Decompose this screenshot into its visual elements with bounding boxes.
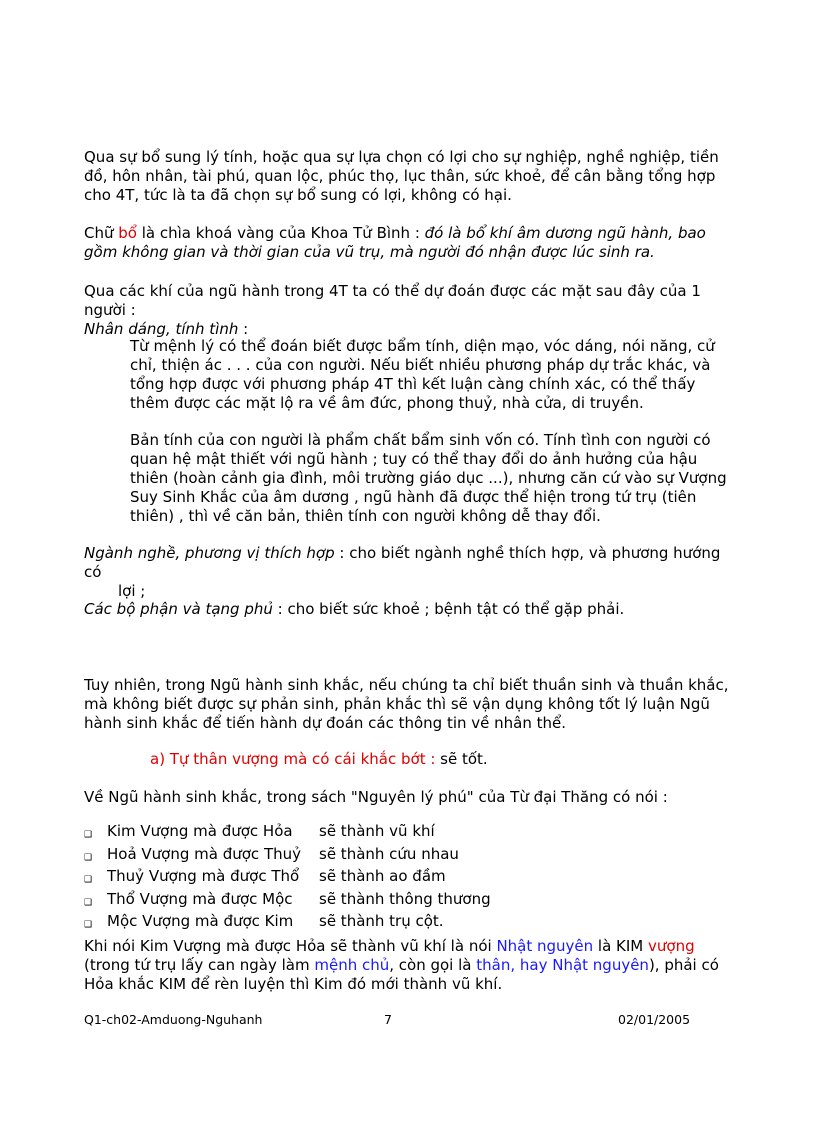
list-item-condition: Mộc Vượng mà được Kim [107, 912, 294, 930]
bullet-icon: ❑ [84, 920, 93, 930]
nhan-dang-colon: : [238, 320, 249, 338]
bo-phan-text: : cho biết sức khoẻ ; bệnh tật có thể gặp phải. [272, 600, 625, 618]
footer-date: 02/01/2005 [618, 1012, 691, 1027]
paragraph-tuy-nhien: Tuy nhiên, trong Ngũ hành sinh khắc, nếu chúng ta chỉ biết thuần sinh và thuần khắc, mà không biết được sự phản sinh, phản khắc thì sẽ vận dụng không tốt lý luận Ngũ hành sinh khắc để tiến hành dự đoán các thông tin về nhân thể. [84, 676, 729, 732]
nhat-nguyen-highlight: Nhật nguyên [496, 937, 594, 955]
bullet-icon: ❑ [84, 897, 93, 908]
list-item-condition: Kim Vượng mà được Hỏa [107, 822, 293, 840]
bullet-icon: ❑ [84, 875, 93, 885]
kim-text-5: ), phải có Hỏa khắc KIM để rèn luyện thì Kim đó mới thành vũ khí. [84, 956, 719, 993]
list-item [84, 912, 491, 935]
kim-text-4: , còn gọi là [389, 956, 477, 974]
nganh-nghe-continuation: lợi ; [118, 582, 146, 600]
nganh-nghe-text: : cho biết ngành nghề thích hợp, và phương hướng có [84, 544, 721, 581]
list-item-condition: Thuỷ Vượng mà được Thổ [107, 867, 300, 885]
paragraph-bo-sung: Qua sự bổ sung lý tính, hoặc qua sự lựa chọn có lợi cho sự nghiệp, nghề nghiệp, tiền đồ, hôn nhân, tài phú, quan lộc, phúc thọ, lục thân, sức khoẻ, để cân bằng tổng hợp cho 4T, tức là ta đã chọn sự bổ sung có lợi, không có hại. [84, 148, 719, 204]
kim-text-1: Khi nói Kim Vượng mà được Hỏa sẽ thành vũ khí là nói [84, 937, 497, 955]
list-item-result: sẽ thành ao đầm [319, 867, 446, 885]
paragraph-nguyen-ly-phu: Về Ngũ hành sinh khắc, trong sách "Nguyên lý phú" của Từ đại Thăng có nói : [84, 788, 668, 806]
list-item [84, 867, 491, 890]
footer-page-number: 7 [384, 1012, 392, 1027]
rule-a-result: sẽ tốt. [435, 750, 488, 768]
rule-a [150, 750, 734, 769]
paragraph-ban-tinh: Bản tính của con người là phẩm chất bẩm sinh vốn có. Tính tình con người có quan hệ mật thiết với ngũ hành ; tuy có thể thay đổi do ảnh hưởng của hậu thiên (hoàn cảnh gia đình, môi trường giáo dục ...), nhưng căn cứ vào sự Vượng Suy Sinh Khắc của âm dương , ngũ hành đã được thể hiện trong tứ trụ (tiên thiên) , thì về căn bản, thiên tính con người không dễ thay đổi. [130, 431, 727, 525]
bo-phan-label: Các bộ phận và tạng phủ [84, 600, 273, 618]
list-item-condition: Thổ Vượng mà được Mộc [107, 889, 293, 908]
rule-a-condition: a) Tự thân vượng mà có cái khắc bớt : [150, 750, 436, 768]
list-item [84, 845, 491, 868]
bo-khi-definition: đó là bổ khí âm dương ngũ hành, bao gồm không gian và thời gian của vũ trụ, mà người đó nhận được lúc sinh ra. [84, 224, 706, 261]
list-item [84, 822, 491, 845]
chia-khoa-text: là chìa khoá vàng của Khoa Tử Bình : [136, 224, 425, 242]
bullet-icon: ❑ [84, 852, 93, 863]
menh-chu-highlight: mệnh chủ [314, 956, 390, 974]
kim-text-3: (trong tứ trụ lấy can ngày làm [84, 956, 315, 974]
list-item-condition: Hoả Vượng mà được Thuỷ [107, 844, 302, 863]
bullet-icon: ❑ [84, 830, 93, 840]
list-item-result: sẽ thành thông thương [319, 889, 491, 908]
kim-text-2: là KIM [593, 937, 649, 955]
paragraph-chu-bo [84, 224, 734, 262]
list-item-result: sẽ thành trụ cột. [319, 912, 444, 930]
list-item-result: sẽ thành cứu nhau [319, 844, 459, 863]
paragraph-khi-noi-kim [84, 937, 734, 994]
bo-highlight: bổ [118, 224, 137, 242]
vuong-highlight: vượng [648, 937, 695, 955]
ngu-hanh-list [84, 822, 491, 935]
list-item [84, 890, 491, 913]
paragraph-qua-cac-khi: Qua các khí của ngũ hành trong 4T ta có thể dự đoán được các mặt sau đây của 1 người : [84, 282, 701, 319]
than-highlight: thân, hay Nhật nguyên [476, 956, 649, 974]
chu-text: Chữ [84, 224, 119, 242]
paragraph-menh-ly: Từ mệnh lý có thể đoán biết được bẩm tính, diện mạo, vóc dáng, nói năng, cử chỉ, thiện ác . . . của con người. Nếu biết nhiều phương pháp dự trắc khác, và tổng hợp được với phương pháp 4T thì kết luận càng chính xác, có thể thấy thêm được các mặt lộ ra về âm đức, phong thuỷ, nhà cửa, di truyền. [130, 337, 715, 412]
nhan-dang-label: Nhân dáng, tính tình [84, 320, 239, 338]
heading-nganh-nghe [84, 544, 734, 601]
nganh-nghe-label: Ngành nghề, phương vị thích hợp [84, 544, 335, 562]
list-item-result: sẽ thành vũ khí [319, 822, 435, 840]
footer-filename: Q1-ch02-Amduong-Nguhanh [84, 1012, 263, 1027]
heading-bo-phan [84, 600, 734, 619]
